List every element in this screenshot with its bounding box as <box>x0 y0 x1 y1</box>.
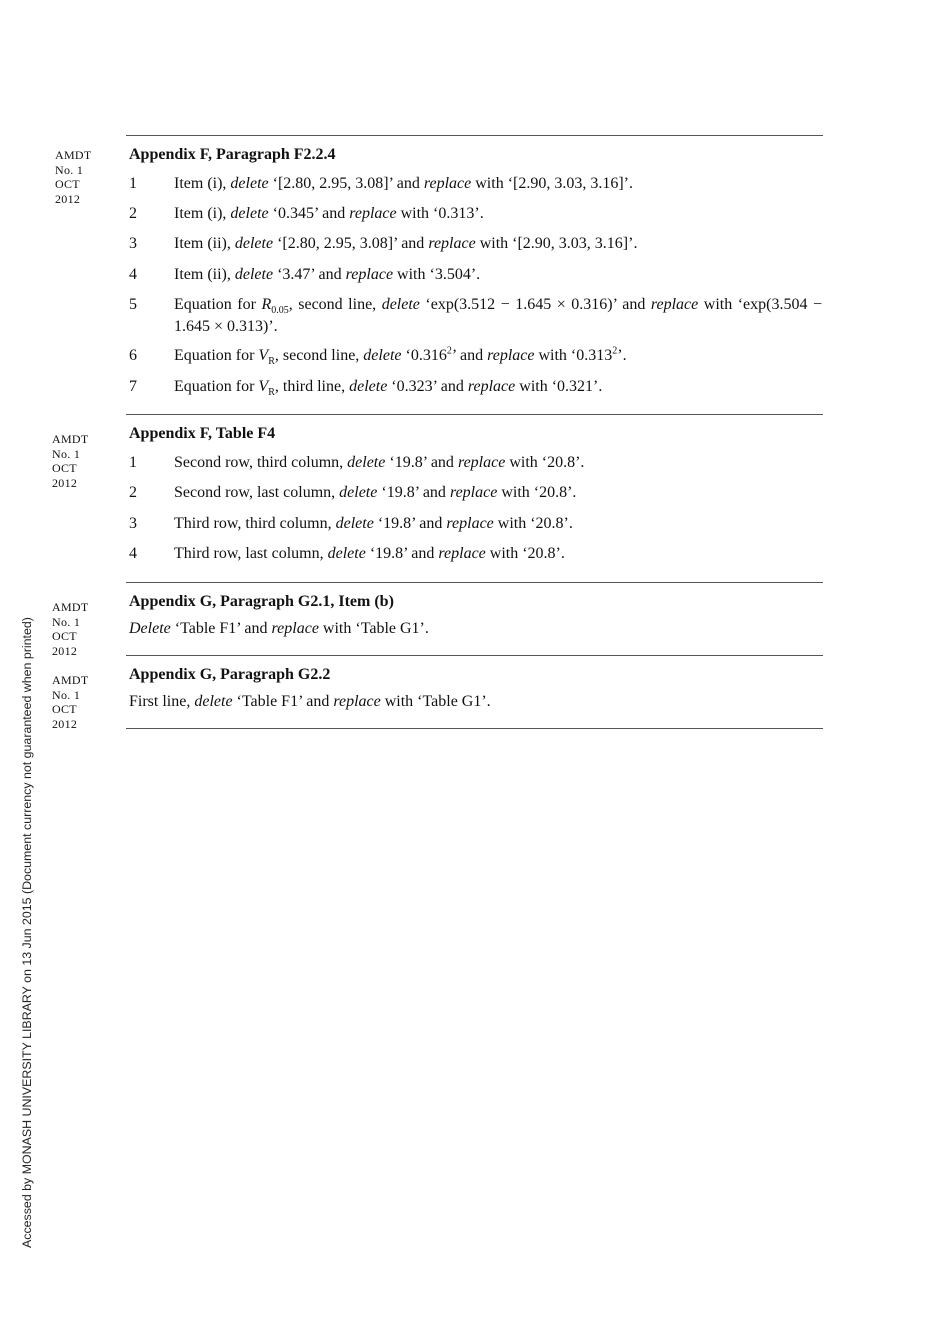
amdt-year: 2012 <box>55 191 81 206</box>
item-text: Item (ii), delete ‘[2.80, 2.95, 3.08]’ and replace with ‘[2.90, 3.03, 3.16]’. <box>174 235 638 252</box>
access-watermark: Accessed by MONASH UNIVERSITY LIBRARY on 13 Jun 2015 (Document currency not guaranteed when printed) <box>20 617 34 1248</box>
item-number: 1 <box>129 175 137 192</box>
section-heading: Appendix G, Paragraph G2.2 <box>129 666 331 683</box>
item-number: 1 <box>129 454 137 471</box>
item-text: Equation for $R_{0.05}$, second line, delete ‘exp(3.512 − 1.645 × 0.316)’ and replace with ‘exp(3.504 − 1.645 × 0.313)’. <box>174 296 823 335</box>
section-heading: Appendix G, Paragraph G2.1, Item (b) <box>129 593 394 610</box>
amdt-year: 2012 <box>52 475 78 490</box>
item-text: Second row, third column, delete ‘19.8’ and replace with ‘20.8’. <box>174 454 585 471</box>
item-number: 3 <box>129 235 137 252</box>
item-number: 3 <box>129 515 137 532</box>
item-number: 7 <box>129 378 137 395</box>
amendment-marker <box>52 600 112 658</box>
amdt-year: 2012 <box>52 643 78 658</box>
section-heading: Appendix F, Paragraph F2.2.4 <box>129 146 336 163</box>
section-rule <box>126 655 823 656</box>
amdt-number: No. 1 <box>52 614 81 629</box>
amdt-month: OCT <box>52 461 77 475</box>
amdt-month: OCT <box>52 629 77 643</box>
amendment-marker <box>52 673 112 731</box>
amdt-year: 2012 <box>52 716 78 731</box>
amdt-month: OCT <box>52 702 77 716</box>
amdt-label: AMDT <box>52 432 89 446</box>
item-number: 4 <box>129 545 137 562</box>
item-text: Item (i), delete ‘[2.80, 2.95, 3.08]’ and replace with ‘[2.90, 3.03, 3.16]’. <box>174 175 634 192</box>
item-text: Third row, third column, delete ‘19.8’ and replace with ‘20.8’. <box>174 515 573 532</box>
amdt-number: No. 1 <box>52 446 81 461</box>
item-number: 2 <box>129 205 137 222</box>
amendment-marker <box>52 432 112 490</box>
amdt-number: No. 1 <box>55 162 84 177</box>
section-rule <box>126 414 823 415</box>
section-body: First line, delete ‘Table F1’ and replace with ‘Table G1’. <box>129 693 491 710</box>
section-rule <box>126 728 823 729</box>
item-text: Equation for $V_R$, second line, delete ‘0.316$^2$’ and replace with ‘0.313$^2$’. <box>174 345 627 368</box>
amendment-marker <box>55 148 115 206</box>
amdt-month: OCT <box>55 177 80 191</box>
amdt-number: No. 1 <box>52 687 81 702</box>
amdt-label: AMDT <box>52 673 89 687</box>
item-number: 2 <box>129 484 137 501</box>
item-text: Equation for $V_R$, third line, delete ‘0.323’ and replace with ‘0.321’. <box>174 378 603 399</box>
item-text: Item (ii), delete ‘3.47’ and replace with ‘3.504’. <box>174 266 481 283</box>
item-number: 4 <box>129 266 137 283</box>
amdt-label: AMDT <box>55 148 92 162</box>
section-rule <box>126 135 823 136</box>
section-body: Delete ‘Table F1’ and replace with ‘Table G1’. <box>129 620 429 637</box>
amdt-label: AMDT <box>52 600 89 614</box>
section-heading: Appendix F, Table F4 <box>129 425 276 442</box>
item-text: Second row, last column, delete ‘19.8’ and replace with ‘20.8’. <box>174 484 577 501</box>
item-number: 6 <box>129 347 137 364</box>
item-number: 5 <box>129 296 137 313</box>
item-text: Item (i), delete ‘0.345’ and replace with ‘0.313’. <box>174 205 484 222</box>
section-rule <box>126 582 823 583</box>
item-text: Third row, last column, delete ‘19.8’ and replace with ‘20.8’. <box>174 545 565 562</box>
